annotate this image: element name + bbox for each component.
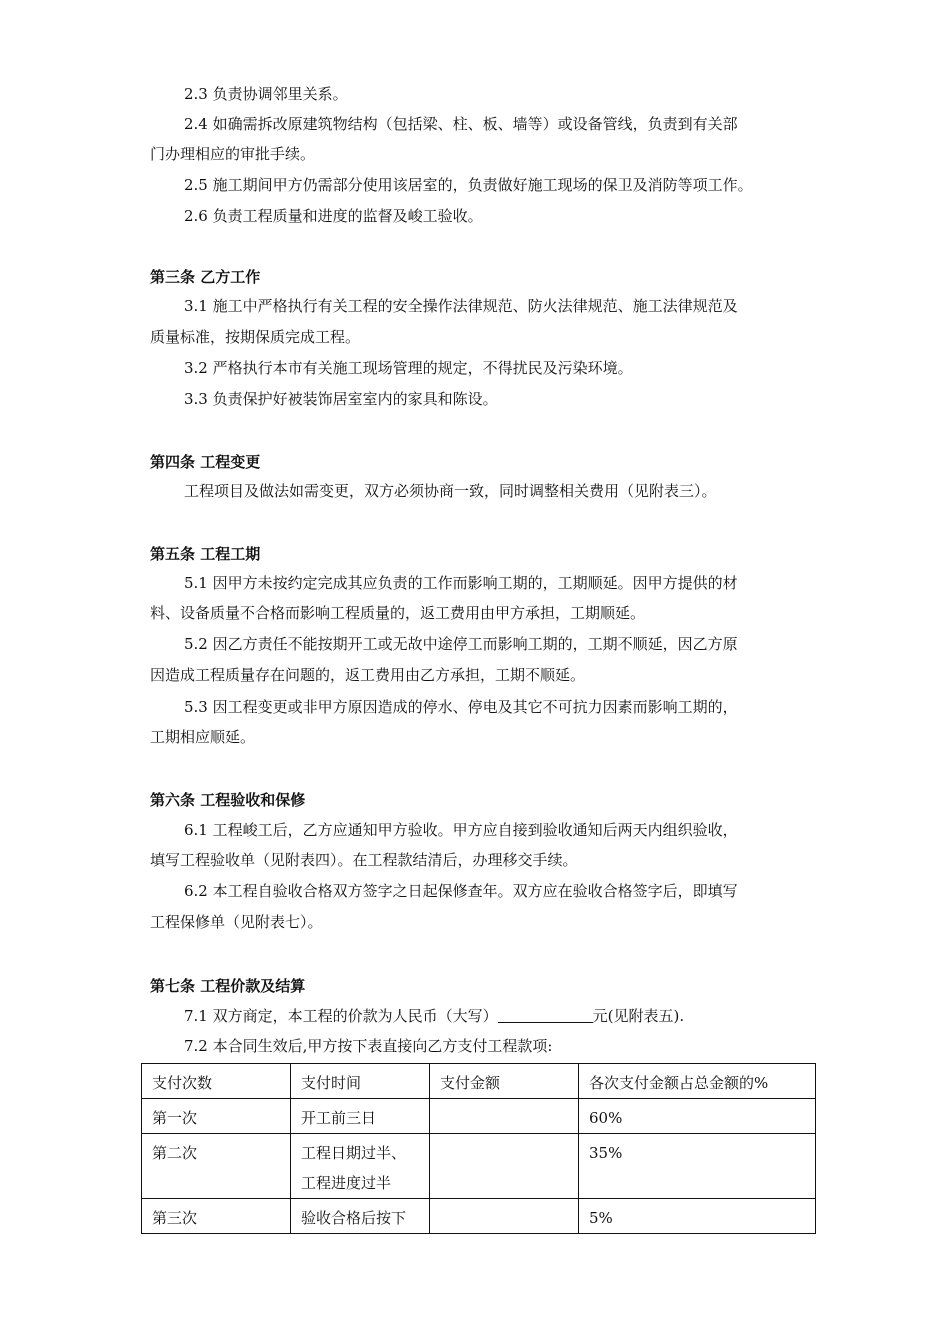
table-row — [142, 1199, 816, 1234]
header-payment-percent: 各次支付金额占总金额的% — [579, 1064, 816, 1099]
section-7-title: 第七条 工程价款及结算 — [150, 977, 306, 995]
clause-2-3: 2.3 负责协调邻里关系。 — [184, 85, 348, 103]
cell-percent: 5% — [579, 1199, 816, 1234]
clause-5-1-line2: 料、设备质量不合格而影响工程质量的，返工费用由甲方承担，工期顺延。 — [150, 604, 646, 622]
cell-time — [291, 1134, 430, 1199]
cell-time-line: 工程进度过半 — [301, 1174, 392, 1192]
header-payment-count: 支付次数 — [142, 1064, 291, 1099]
cell-amount[interactable] — [430, 1199, 579, 1234]
cell-time-line: 开工前三日 — [301, 1109, 377, 1127]
cell-count: 第三次 — [142, 1199, 291, 1234]
clause-5-3-line2: 工期相应顺延。 — [150, 728, 256, 746]
table-row — [142, 1099, 816, 1134]
cell-time — [291, 1099, 430, 1134]
clause-6-1-line1: 6.1 工程峻工后，乙方应通知甲方验收。甲方应自接到验收通知后两天内组织验收， — [184, 821, 738, 839]
clause-7-1-suffix: 元(见附表五). — [592, 1007, 685, 1025]
clause-2-4-line2: 门办理相应的审批手续。 — [150, 145, 316, 163]
section-4-title: 第四条 工程变更 — [150, 453, 261, 471]
cell-percent: 35% — [579, 1134, 816, 1199]
clause-2-5: 2.5 施工期间甲方仍需部分使用该居室的，负责做好施工现场的保卫及消防等项工作。 — [184, 176, 753, 194]
cell-count: 第二次 — [142, 1134, 291, 1199]
price-blank[interactable] — [498, 1008, 593, 1023]
section-5-title: 第五条 工程工期 — [150, 545, 261, 563]
clause-7-1 — [150, 1001, 818, 1031]
clause-5-1-line1: 5.1 因甲方未按约定完成其应负责的工作而影响工期的，工期顺延。因甲方提供的材 — [184, 574, 738, 592]
clause-2-6: 2.6 负责工程质量和进度的监督及峻工验收。 — [184, 207, 483, 225]
clause-7-1-prefix: 7.1 双方商定，本工程的价款为人民币（大写） — [184, 1007, 498, 1025]
header-payment-time: 支付时间 — [291, 1064, 430, 1099]
clause-7-2: 7.2 本合同生效后,甲方按下表直接向乙方支付工程款项: — [184, 1037, 553, 1055]
clause-5-2-line2: 因造成工程质量存在问题的，返工费用由乙方承担，工期不顺延。 — [150, 666, 586, 684]
cell-time-line: 验收合格后按下 — [301, 1209, 407, 1227]
table-row — [142, 1134, 816, 1199]
header-payment-amount: 支付金额 — [430, 1064, 579, 1099]
clause-6-2-line2: 工程保修单（见附表七）。 — [150, 913, 323, 931]
clause-3-2: 3.2 严格执行本市有关施工现场管理的规定，不得扰民及污染环境。 — [184, 359, 633, 377]
clause-3-1-line1: 3.1 施工中严格执行有关工程的安全操作法律规范、防火法律规范、施工法律规范及 — [184, 297, 738, 315]
cell-time — [291, 1199, 430, 1234]
clause-5-3-line1: 5.3 因工程变更或非甲方原因造成的停水、停电及其它不可抗力因素而影响工期的， — [184, 698, 738, 716]
clause-6-1-line2: 填写工程验收单（见附表四）。在工程款结清后，办理移交手续。 — [150, 851, 578, 869]
section-3-title: 第三条 乙方工作 — [150, 268, 261, 286]
clause-4-body: 工程项目及做法如需变更，双方必须协商一致，同时调整相关费用（见附表三）。 — [184, 482, 717, 500]
clause-3-1-line2: 质量标准，按期保质完成工程。 — [150, 328, 361, 346]
cell-amount[interactable] — [430, 1134, 579, 1199]
payment-table — [141, 1063, 816, 1234]
clause-3-3: 3.3 负责保护好被装饰居室室内的家具和陈设。 — [184, 390, 498, 408]
clause-6-2-line1: 6.2 本工程自验收合格双方签字之日起保修查年。双方应在验收合格签字后，即填写 — [184, 882, 738, 900]
cell-percent: 60% — [579, 1099, 816, 1134]
cell-count: 第一次 — [142, 1099, 291, 1134]
table-header-row — [142, 1064, 816, 1099]
section-6-title: 第六条 工程验收和保修 — [150, 791, 306, 809]
cell-amount[interactable] — [430, 1099, 579, 1134]
clause-5-2-line1: 5.2 因乙方责任不能按期开工或无故中途停工而影响工期的，工期不顺延，因乙方原 — [184, 635, 738, 653]
cell-time-line: 工程日期过半、 — [301, 1144, 407, 1162]
clause-2-4-line1: 2.4 如确需拆改原建筑物结构（包括梁、柱、板、墙等）或设备管线，负责到有关部 — [184, 115, 738, 133]
